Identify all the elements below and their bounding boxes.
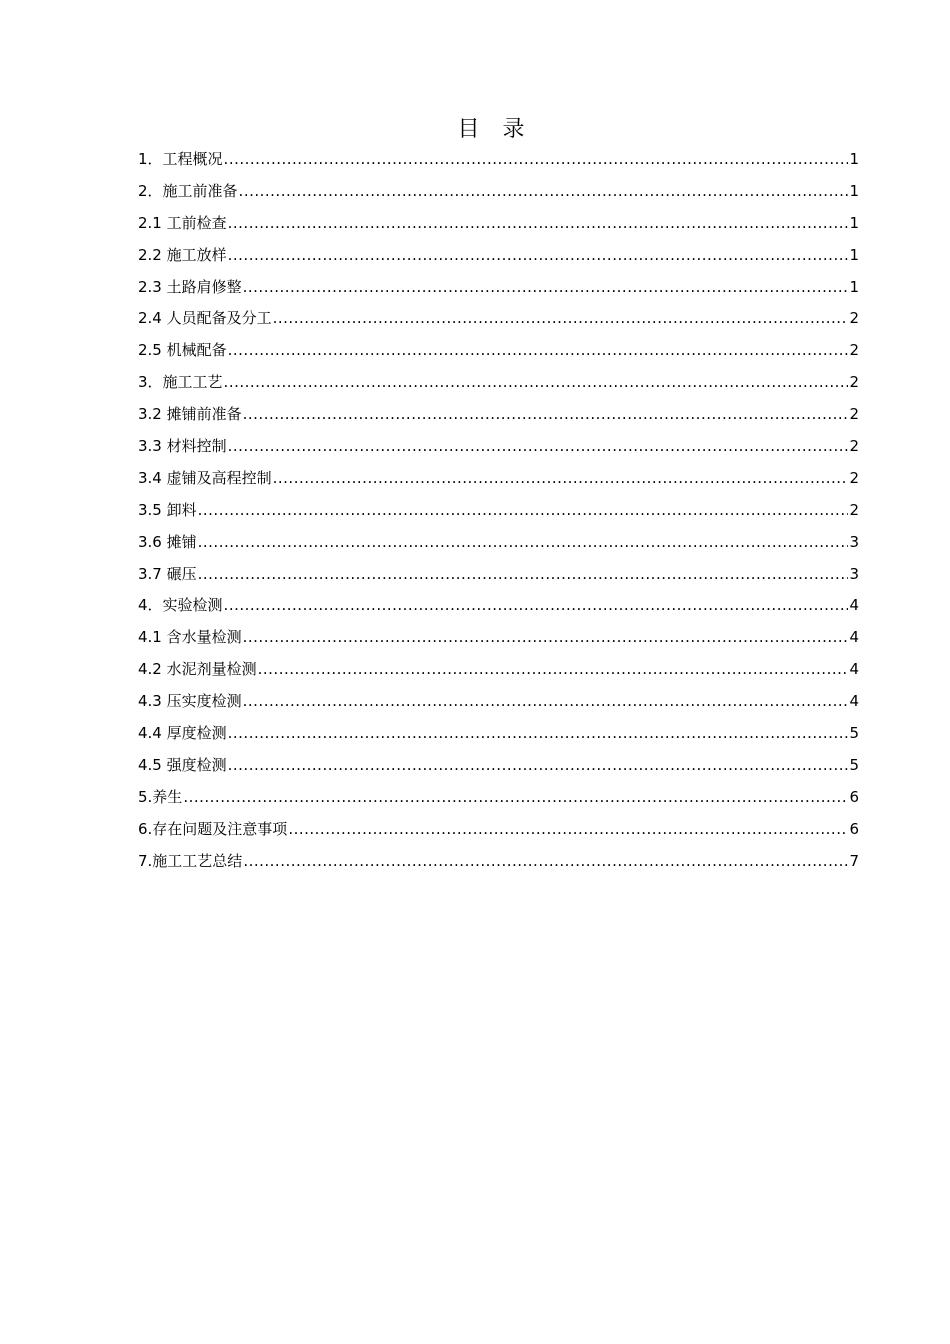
toc-page-number: 3: [849, 532, 859, 551]
toc-entry[interactable]: [138, 654, 859, 686]
toc-entry-label: 3.5 卸料: [138, 500, 197, 519]
toc-page-number: 2: [849, 405, 859, 424]
toc-dot-leader: [243, 846, 848, 878]
toc-page-number: 1: [849, 150, 859, 168]
toc-page-number: 7: [849, 851, 859, 870]
toc-dot-leader: [228, 750, 849, 782]
toc-dot-leader: [228, 718, 849, 750]
toc-dot-leader: [224, 367, 849, 399]
toc-page-number: 2: [849, 373, 859, 392]
toc-entry-label: 2.4 人员配备及分工: [138, 309, 272, 328]
toc-entry-label: 3.7 碾压: [138, 564, 197, 583]
toc-entry-label: 3.6 摊铺: [138, 532, 197, 551]
toc-page-number: 3: [849, 564, 859, 583]
toc-dot-leader: [243, 272, 849, 304]
toc-dot-leader: [198, 527, 849, 559]
toc-entry-label: 4.4 厚度检测: [138, 724, 227, 743]
toc-entry-label: 4.3 压实度检测: [138, 692, 242, 711]
toc-entry-label: 2.3 土路肩修整: [138, 277, 242, 296]
toc-dot-leader: [228, 431, 849, 463]
toc-entry[interactable]: [138, 622, 859, 654]
toc-dot-leader: [183, 782, 848, 814]
toc-entry[interactable]: [138, 686, 859, 718]
toc-page-number: 5: [849, 724, 859, 743]
toc-page-number: 2: [849, 309, 859, 328]
toc-dot-leader: [239, 176, 849, 208]
toc-dot-leader: [228, 335, 849, 367]
toc-dot-leader: [243, 686, 849, 718]
toc-dot-leader: [224, 144, 849, 176]
toc-entry[interactable]: [138, 559, 859, 591]
toc-page-number: 4: [849, 692, 859, 711]
toc-dot-leader: [273, 303, 849, 335]
toc-dot-leader: [224, 590, 849, 622]
toc-dot-leader: [228, 208, 849, 240]
toc-dot-leader: [228, 240, 849, 272]
toc-entry[interactable]: [138, 814, 859, 846]
toc-title: 目 录: [457, 117, 533, 142]
toc-page-number: 2: [849, 437, 859, 456]
table-of-contents: [138, 144, 859, 877]
toc-page-number: 6: [849, 819, 859, 838]
toc-entry-label: 4.1 含水量检测: [138, 628, 242, 647]
toc-dot-leader: [273, 463, 849, 495]
toc-dot-leader: [243, 622, 849, 654]
toc-dot-leader: [258, 654, 849, 686]
toc-entry[interactable]: [138, 303, 859, 335]
toc-page-number: 1: [849, 213, 859, 232]
toc-entry[interactable]: [138, 846, 859, 878]
toc-entry[interactable]: [138, 208, 859, 240]
toc-entry[interactable]: [138, 431, 859, 463]
toc-page-number: 1: [849, 245, 859, 264]
toc-dot-leader: [243, 399, 849, 431]
toc-page-number: 4: [849, 596, 859, 615]
toc-entry[interactable]: [138, 272, 859, 304]
toc-entry[interactable]: [138, 495, 859, 527]
toc-page-number: 1: [849, 181, 859, 200]
toc-page-number: 2: [849, 341, 859, 360]
toc-entry[interactable]: [138, 750, 859, 782]
toc-entry-label: 2.5 机械配备: [138, 341, 227, 360]
toc-entry[interactable]: [138, 590, 859, 622]
toc-entry-label: 3．施工工艺: [138, 373, 223, 392]
toc-entry[interactable]: [138, 463, 859, 495]
toc-page-number: 6: [849, 787, 859, 806]
toc-entry-label: 3.3 材料控制: [138, 437, 227, 456]
toc-entry-label: 2．施工前准备: [138, 181, 238, 200]
toc-entry[interactable]: [138, 718, 859, 750]
toc-dot-leader: [288, 814, 848, 846]
toc-entry-label: 3.4 虚铺及高程控制: [138, 468, 272, 487]
toc-entry-label: 4.2 水泥剂量检测: [138, 660, 257, 679]
toc-entry[interactable]: [138, 367, 859, 399]
toc-entry[interactable]: [138, 335, 859, 367]
toc-page-number: 4: [849, 660, 859, 679]
toc-entry[interactable]: [138, 399, 859, 431]
toc-entry-label: 5.养生: [138, 787, 183, 806]
toc-entry-label: 4．实验检测: [138, 596, 223, 615]
toc-entry-label: 6.存在问题及注意事项: [138, 819, 288, 838]
toc-page-number: 2: [849, 468, 859, 487]
toc-entry[interactable]: [138, 176, 859, 208]
toc-dot-leader: [198, 559, 849, 591]
toc-entry[interactable]: [138, 240, 859, 272]
toc-entry-label: 3.2 摊铺前准备: [138, 405, 242, 424]
toc-page-number: 5: [849, 755, 859, 774]
toc-entry-label: 2.2 施工放样: [138, 245, 227, 264]
toc-entry[interactable]: [138, 527, 859, 559]
toc-dot-leader: [198, 495, 849, 527]
toc-entry-label: 1．工程概况: [138, 150, 223, 168]
toc-page-number: 4: [849, 628, 859, 647]
toc-entry-label: 4.5 强度检测: [138, 755, 227, 774]
toc-page-number: 1: [849, 277, 859, 296]
toc-entry[interactable]: [138, 144, 859, 176]
toc-entry-label: 7.施工工艺总结: [138, 851, 243, 870]
toc-page-number: 2: [849, 500, 859, 519]
toc-entry-label: 2.1 工前检查: [138, 213, 227, 232]
toc-entry[interactable]: [138, 782, 859, 814]
